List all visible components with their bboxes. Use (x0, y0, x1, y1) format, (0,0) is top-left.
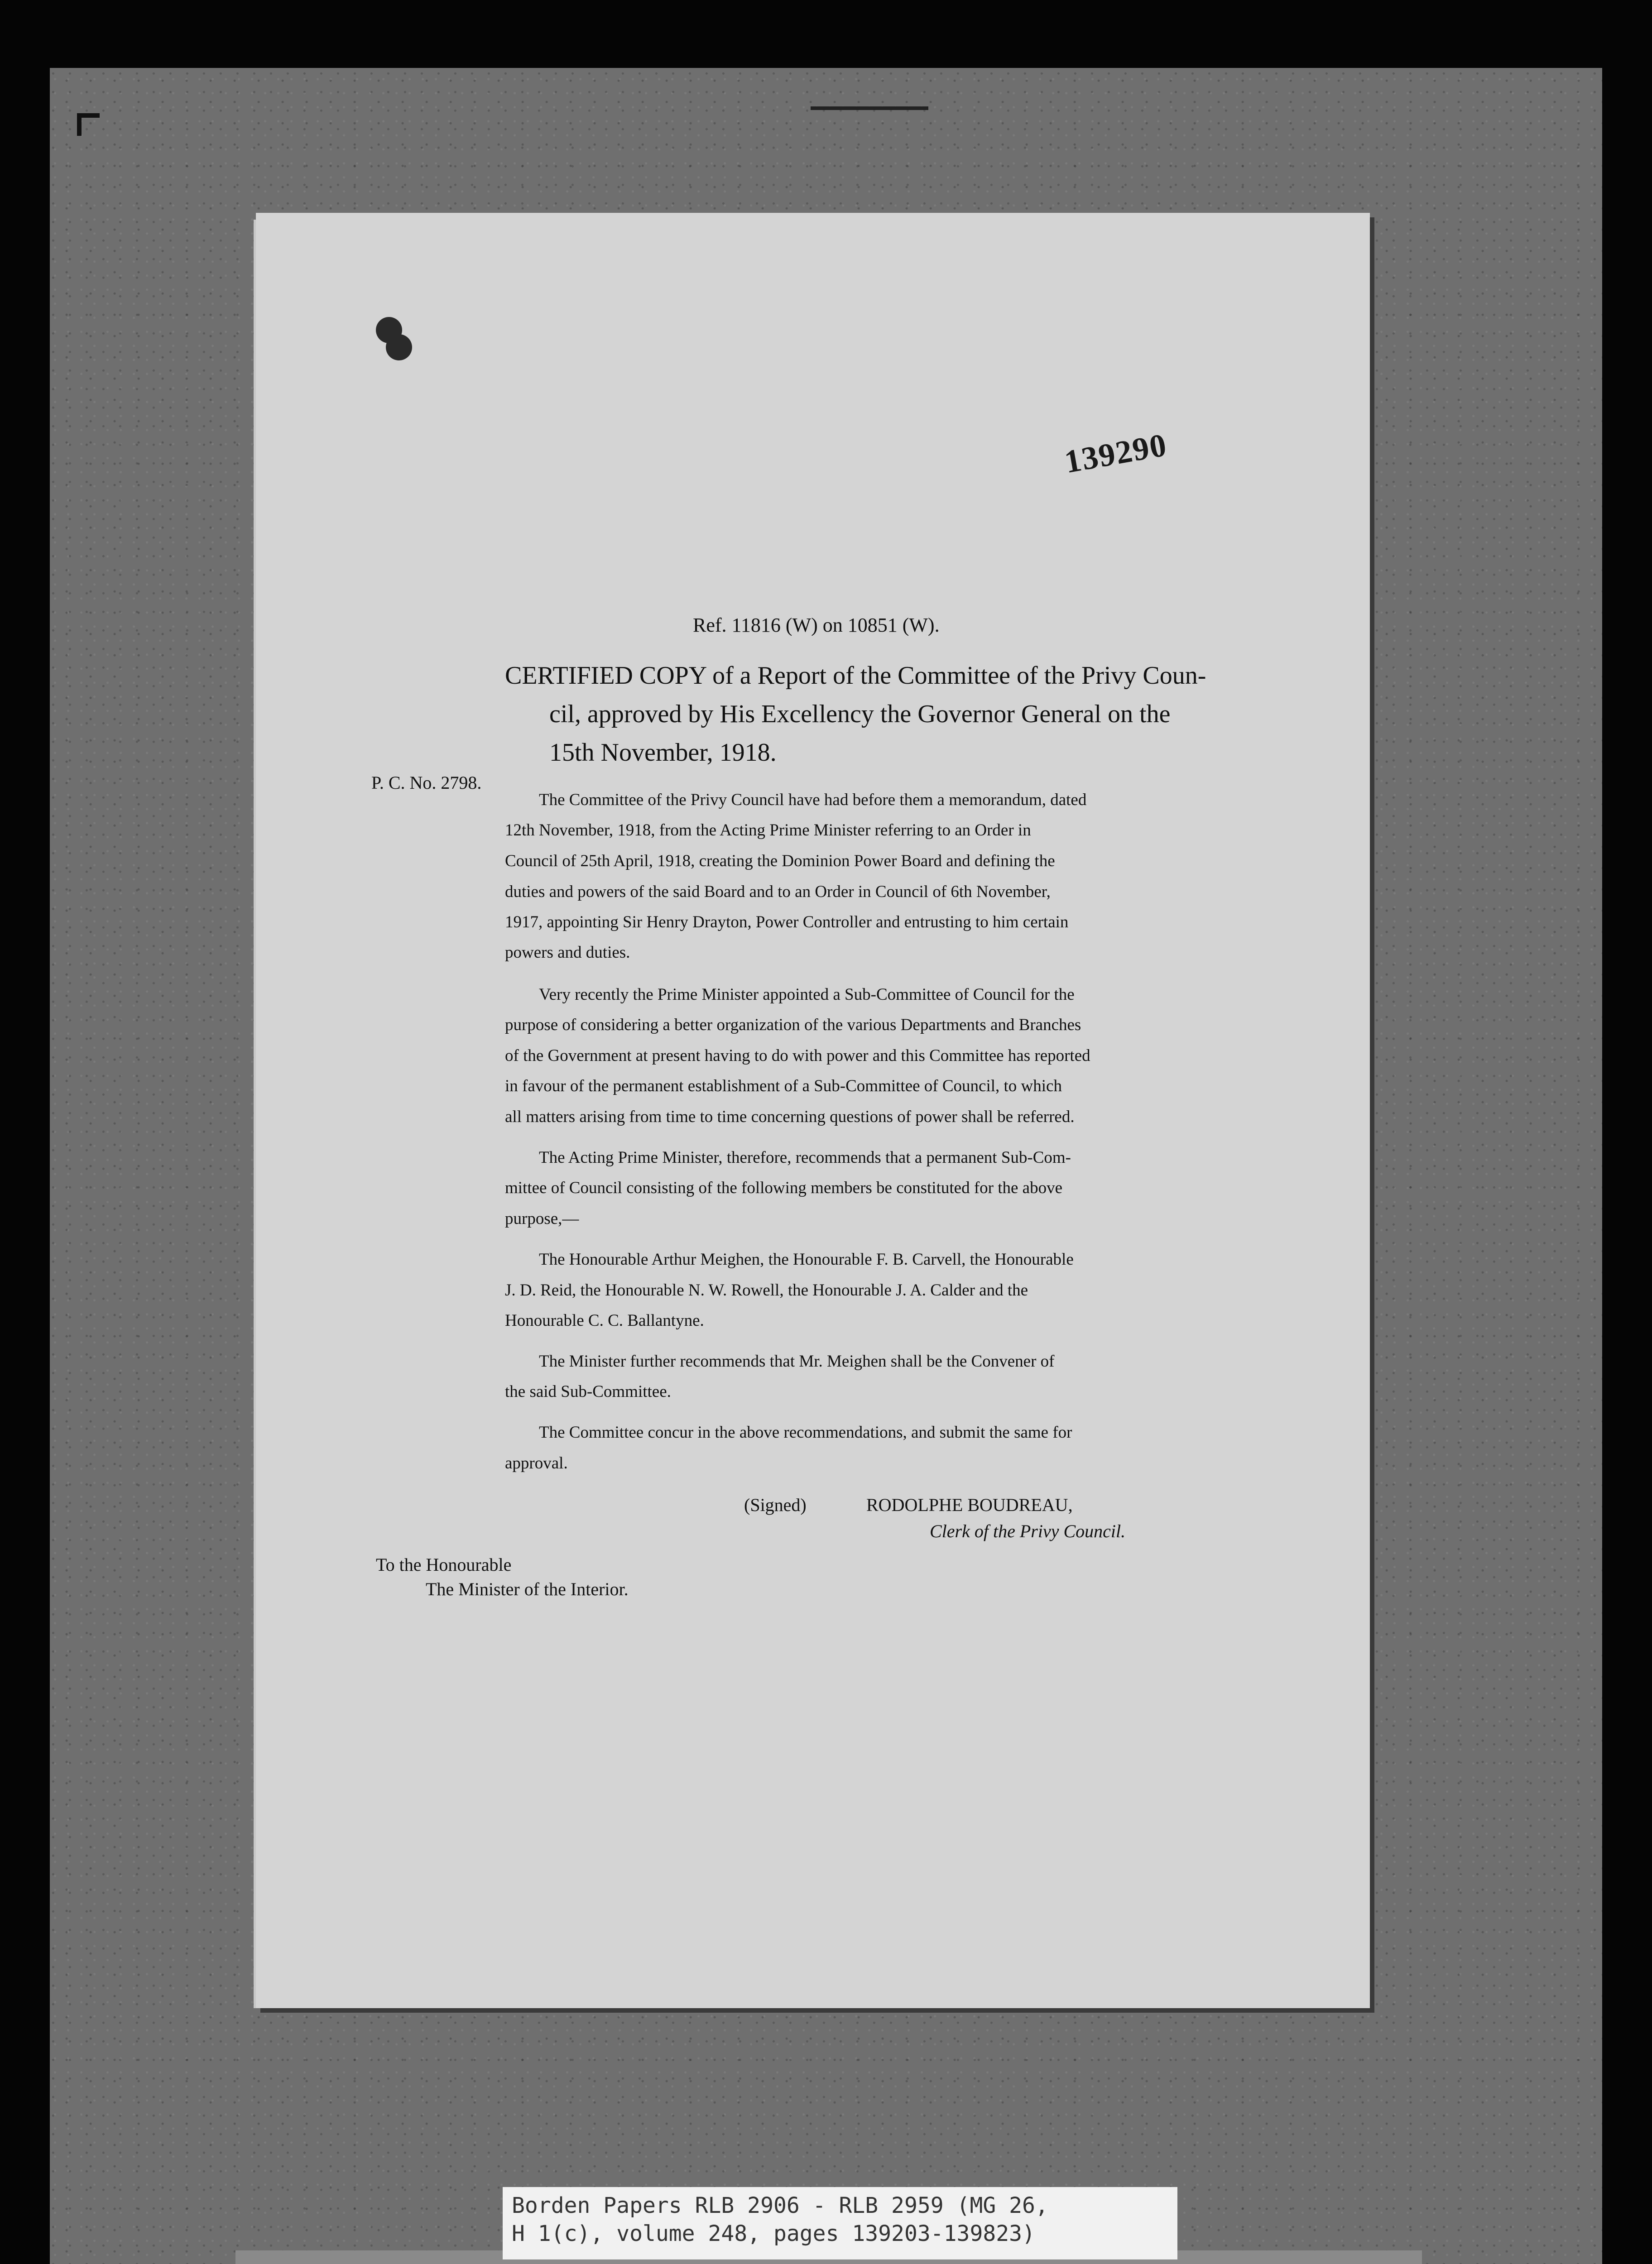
para-6-line-2: approval. (505, 1454, 568, 1473)
para-2-line-5: all matters arising from time to time concerning questions of power shall be referred. (505, 1108, 1075, 1126)
caption-line-1: Borden Papers RLB 2906 - RLB 2959 (MG 26, (512, 2193, 1048, 2218)
signer-name: RODOLPHE BOUDREAU, (866, 1495, 1073, 1515)
reference-caption (503, 2187, 1177, 2259)
para-4-line-3: Honourable C. C. Ballantyne. (505, 1311, 704, 1330)
frame-corner-mark (77, 113, 100, 136)
document-sheet (256, 213, 1370, 2008)
para-2-line-2: purpose of considering a better organization of the various Departments and Branches (505, 1016, 1081, 1034)
para-1-line-2: 12th November, 1918, from the Acting Prime Minister referring to an Order in (505, 821, 1031, 839)
paper-clip-icon (376, 317, 417, 367)
heading-line-2: cil, approved by His Excellency the Governor General on the (549, 700, 1171, 728)
para-1-line-5: 1917, appointing Sir Henry Drayton, Power Controller and entrusting to him certain (505, 913, 1069, 931)
para-3-line-2: mittee of Council consisting of the following members be constituted for the above (505, 1179, 1063, 1197)
ref-line: Ref. 11816 (W) on 10851 (W). (693, 614, 940, 636)
addressee-line-1: To the Honourable (376, 1554, 512, 1575)
para-4-line-1: The Honourable Arthur Meighen, the Honourable F. B. Carvell, the Honourable (539, 1250, 1074, 1269)
heading-line-1: CERTIFIED COPY of a Report of the Committee of the Privy Coun- (505, 662, 1206, 690)
para-3-line-1: The Acting Prime Minister, therefore, recommends that a permanent Sub-Com- (539, 1148, 1071, 1167)
para-5-line-2: the said Sub-Committee. (505, 1382, 671, 1401)
para-3-line-3: purpose,— (505, 1209, 579, 1228)
para-1-line-3: Council of 25th April, 1918, creating the Dominion Power Board and defining the (505, 852, 1055, 870)
addressee-line-2: The Minister of the Interior. (426, 1579, 629, 1599)
heading-line-3: 15th November, 1918. (549, 739, 777, 767)
para-2-line-3: of the Government at present having to do with power and this Committee has reported (505, 1046, 1090, 1065)
caption-line-2: H 1(c), volume 248, pages 139203-139823) (512, 2221, 1035, 2246)
pc-number: P. C. No. 2798. (371, 772, 482, 793)
para-4-line-2: J. D. Reid, the Honourable N. W. Rowell, the Honourable J. A. Calder and the (505, 1281, 1028, 1300)
para-5-line-1: The Minister further recommends that Mr. Meighen shall be the Convener of (539, 1352, 1055, 1371)
para-6-line-1: The Committee concur in the above recommendations, and submit the same for (539, 1423, 1072, 1442)
signer-title: Clerk of the Privy Council. (930, 1521, 1126, 1541)
stamp-number: 139290 (1061, 426, 1170, 480)
para-1-line-6: powers and duties. (505, 943, 630, 962)
frame-top-mark (811, 106, 928, 110)
para-1-line-4: duties and powers of the said Board and to an Order in Council of 6th November, (505, 883, 1051, 901)
para-2-line-4: in favour of the permanent establishment of a Sub-Committee of Council, to which (505, 1077, 1062, 1095)
signed-label: (Signed) (744, 1495, 807, 1515)
para-2-line-1: Very recently the Prime Minister appointed a Sub-Committee of Council for the (539, 985, 1075, 1004)
para-1-line-1: The Committee of the Privy Council have had before them a memorandum, dated (539, 791, 1087, 809)
